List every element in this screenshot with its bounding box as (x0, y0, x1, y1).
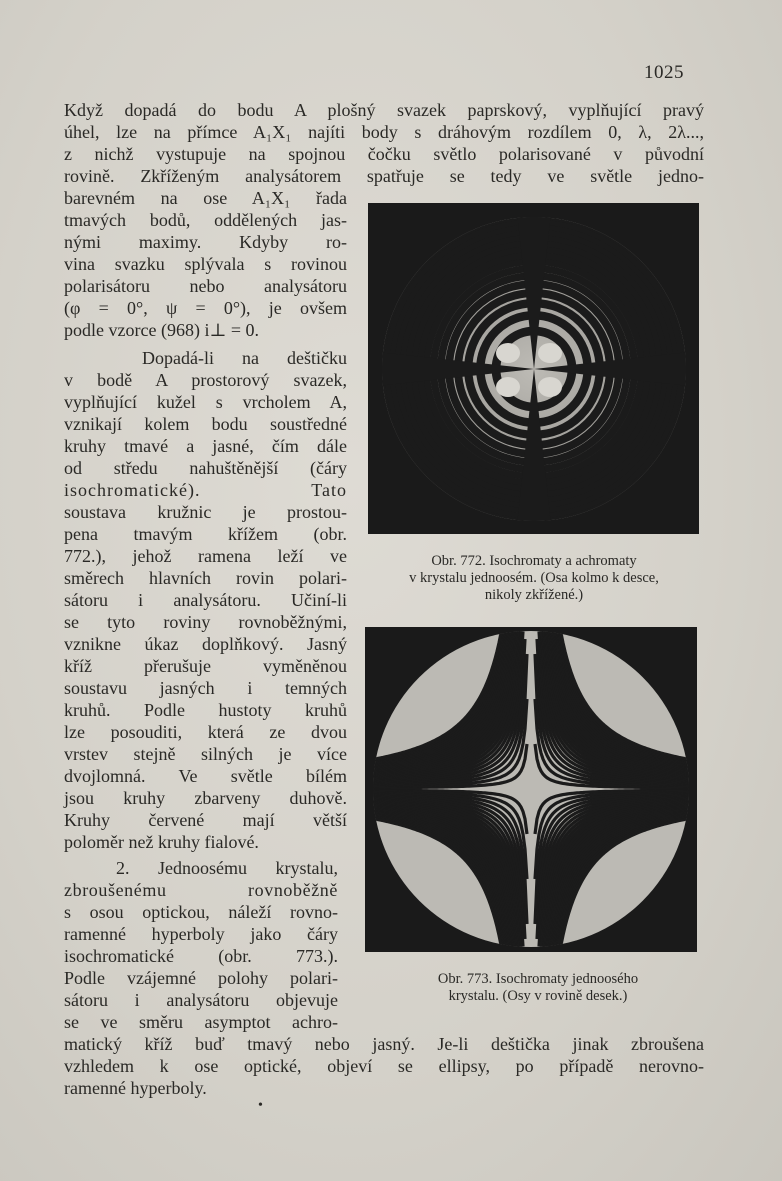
text-line: matický kříž buď tmavý nebo jasný. Je-li deštička jinak zbroušena (64, 1034, 704, 1054)
text-line: vznikají kolem bodu soustředné (64, 414, 347, 434)
text-line: dvojlomná. Ve světle bílém (64, 766, 347, 786)
text-line: poloměr než kruhy fialové. (64, 832, 259, 852)
text-line: lze posouditi, která ze dvou (64, 722, 347, 742)
text-line: Podle vzájemné polohy polari- (64, 968, 338, 988)
figure-772-caption (364, 553, 704, 604)
caption-line: Obr. 773. Isochromaty jednoosého (437, 971, 639, 987)
text-line: se tyto roviny rovnoběžnými, (64, 612, 347, 632)
text-line: Kruhy červené mají větší (64, 810, 347, 830)
text-line: rovině. Zkříženým analysátorem spatřuje se tedy ve světle jedno- (64, 166, 704, 186)
text-line: jsou kruhy zbarveny duhově. (64, 788, 347, 808)
text-line: isochromatické). Tato (64, 480, 347, 500)
text-line: kruhy tmavé a jasné, čím dále (64, 436, 347, 456)
text-line: vznikne úkaz doplňkový. Jasný (64, 634, 347, 654)
figure-773-caption (388, 971, 688, 1005)
text-line: soustava kružnic je prostou- (64, 502, 347, 522)
text-line: polarisátoru nebo analysátoru (64, 276, 347, 296)
text-line: ramenné hyperboly. (64, 1078, 207, 1098)
figure-773-photo (365, 627, 697, 952)
text-line: podle vzorce (968) i⊥ = 0. (64, 320, 260, 340)
text-line: soustavu jasných i temných (64, 678, 347, 698)
text-line: směrech hlavních rovin polari- (64, 568, 347, 588)
text-line: 2. Jednoosému krystalu, (116, 858, 338, 878)
caption-line: Obr. 772. Isochromaty a achromaty (431, 553, 637, 569)
caption-line: nikoly zkřížené.) (484, 587, 584, 603)
text-line: sátoru i analysátoru objevuje (64, 990, 338, 1010)
text-line: kruhů. Podle hustoty kruhů (64, 700, 347, 720)
text-line: vina svazku splývala s rovinou (64, 254, 347, 274)
figure-772-photo (368, 203, 699, 534)
text-line: kříž přerušuje vyměněnou (64, 656, 347, 676)
text-line: sátoru i analysátoru. Učiní-li (64, 590, 347, 610)
text-line: Když dopadá do bodu A plošný svazek paprskový, vyplňující pravý (64, 100, 704, 120)
text-line: pena tmavým křížem (obr. (64, 524, 347, 544)
text-line: se ve směru asymptot achro- (64, 1012, 338, 1032)
text-line: 772.), jehož ramena leží ve (64, 546, 347, 566)
text-line: (φ = 0°, ψ = 0°), je ovšem (64, 298, 347, 318)
caption-line: krystalu. (Osy v rovině desek.) (448, 988, 628, 1004)
text-line: úhel, lze na přímce A₁X₁ najíti body s dráhovým rozdílem 0, λ, 2λ..., (64, 122, 704, 142)
text-line: barevném na ose A₁X₁ řada (64, 188, 347, 208)
text-line: z nichž vystupuje na spojnou čočku světlo polarisované v původní (64, 144, 704, 164)
text-line: od středu nahuštěnější (čáry (64, 458, 347, 478)
text-line: vrstev stejně silných je více (64, 744, 347, 764)
text-line: vzhledem k ose optické, objeví se ellipsy, po případě nerovno- (64, 1056, 704, 1076)
text-line: vyplňující kužel s vrcholem A, (64, 392, 347, 412)
text-line: s osou optickou, náleží rovno- (64, 902, 338, 922)
ink-dot: • (258, 1098, 263, 1113)
text-line: zbroušenému rovnoběžně (64, 880, 338, 900)
text-line: nými maximy. Kdyby ro- (64, 232, 347, 252)
text-line: Dopadá-li na deštičku (142, 348, 347, 368)
text-line: ramenné hyperboly jako čáry (64, 924, 338, 944)
text-line: isochromatické (obr. 773.). (64, 946, 338, 966)
text-line: tmavých bodů, oddělených jas- (64, 210, 347, 230)
caption-line: v krystalu jednoosém. (Osa kolmo k desce, (409, 570, 659, 586)
text-line: v bodě A prostorový svazek, (64, 370, 347, 390)
page-number: 1025 (644, 62, 684, 83)
